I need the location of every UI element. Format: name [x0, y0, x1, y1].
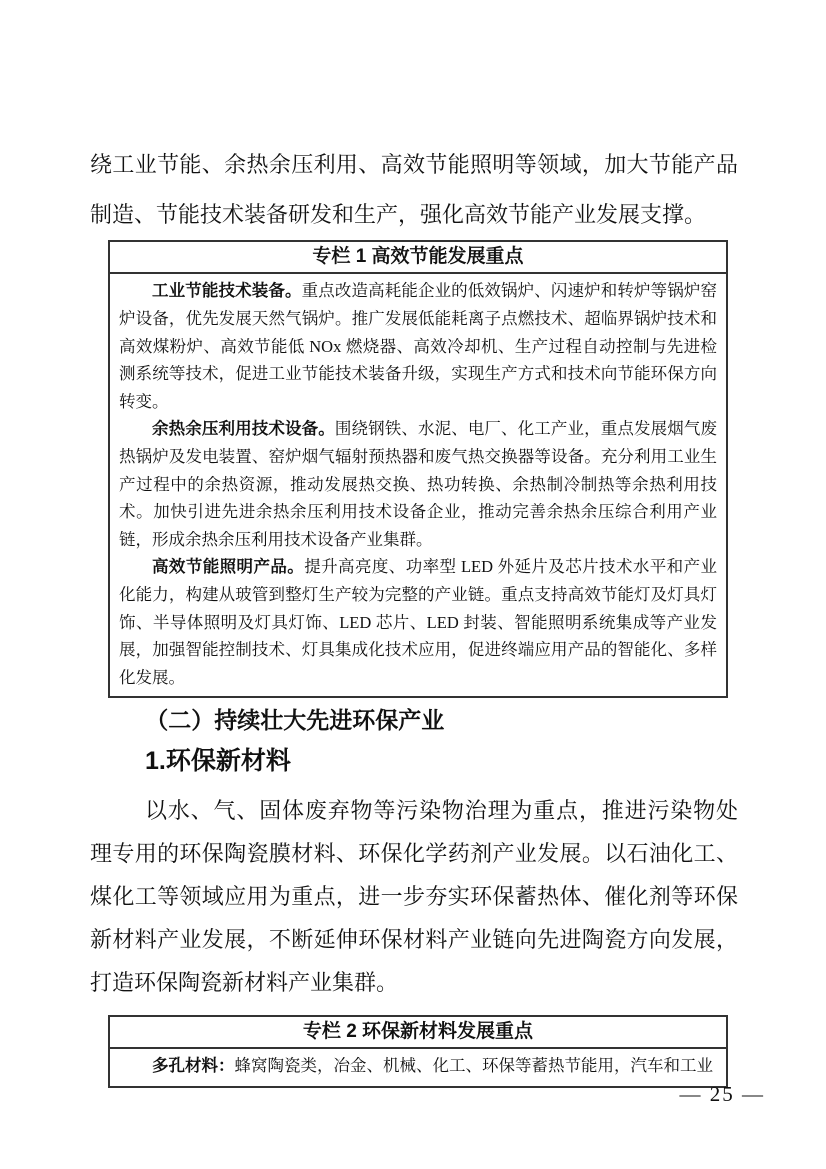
- panel-2-body: [110, 1049, 726, 1085]
- panel-2-paragraph-1: [119, 1052, 717, 1080]
- panel-1-paragraph-3-lead: 高效节能照明产品。: [152, 558, 305, 577]
- panel-2-title: 专栏 2 环保新材料发展重点: [110, 1017, 726, 1049]
- panel-1-paragraph-1: [119, 277, 717, 415]
- section-heading: （二）持续壮大先进环保产业: [145, 708, 445, 734]
- body-paragraph: 以水、气、固体废弃物等污染物治理为重点，推进污染物处理专用的环保陶瓷膜材料、环保化学药剂产业发展。以石油化工、煤化工等领域应用为重点，进一步夯实环保蓄热体、催化剂等环保新材料产业发展，不断延伸环保材料产业链向先进陶瓷方向发展，打造环保陶瓷新材料产业集群。: [90, 798, 738, 996]
- page-number: — 25 —: [679, 1082, 765, 1106]
- panel-2-paragraph-1-text: 蜂窝陶瓷类，冶金、机械、化工、环保等蓄热节能用，汽车和工业: [234, 1056, 713, 1076]
- panel-2: [108, 1015, 728, 1087]
- panel-2-paragraph-1-lead: 多孔材料：: [152, 1057, 235, 1076]
- panel-1-paragraph-3-text: 提升高亮度、功率型 LED 外延片及芯片技术水平和产业化能力，构建从玻管到整灯生产较为完整的产业链。重点支持高效节能灯及灯具灯饰、半导体照明及灯具灯饰、LED 芯片、LED 封装、智能照明系统集成等产业发展，加强智能控制技术、灯具集成化技术应用，促进终端应用产品的智能化、多样化发展。: [119, 557, 718, 687]
- panel-1-paragraph-2-text: 围绕钢铁、水泥、电厂、化工产业，重点发展烟气废热锅炉及发电装置、窑炉烟气辐射预热器和废气热交换器等设备。充分利用工业生产过程中的余热资源，推动发展热交换、热功转换、余热制冷制热等余热利用技术。加快引进先进余热余压利用技术设备企业，推动完善余热余压综合利用产业链，形成余热余压利用技术设备产业集群。: [119, 419, 718, 549]
- panel-1-paragraph-1-lead: 工业节能技术装备。: [152, 282, 302, 300]
- panel-1-body: [110, 274, 726, 696]
- panel-1-paragraph-2: [119, 415, 717, 553]
- intro-paragraph: 绕工业节能、余热余压利用、高效节能照明等领域，加大节能产品制造、节能技术装备研发和生产，强化高效节能产业发展支撑。: [90, 152, 738, 227]
- panel-1-title: 专栏 1 高效节能发展重点: [110, 242, 726, 274]
- panel-1-paragraph-1-text: 重点改造高耗能企业的低效锅炉、闪速炉和转炉等锅炉窑炉设备，优先发展天然气锅炉。推广发展低能耗离子点燃技术、超临界锅炉技术和高效煤粉炉、高效节能低 NOx 燃烧器、高效冷却机、生产过程自动控制与先进检测系统等技术，促进工业节能技术装备升级，实现生产方式和技术向节能环保方向转变。: [119, 281, 718, 411]
- panel-1: [108, 240, 728, 698]
- sub-heading: 1.环保新材料: [145, 747, 291, 776]
- panel-1-paragraph-3: [119, 553, 717, 691]
- panel-1-paragraph-2-lead: 余热余压利用技术设备。: [152, 420, 335, 439]
